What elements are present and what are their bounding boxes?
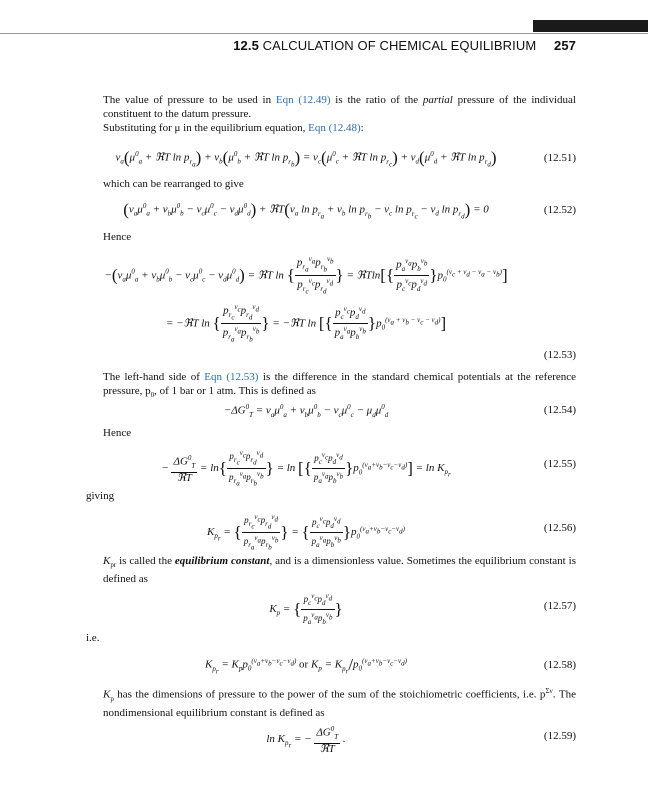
equation-body: = −ℜT ln { $\frac{p_{r_c}^{\nu_c}p_{r_d}^{\nu_d}}{p_{r_a}^{\nu_a}p_{r_b}^{\nu_b}}$ } = −ℜT ln [{ $\frac{p_c^{\nu_c}p_d^{\nu_d}}{p_a^{\nu_a}p_b^{\nu_b}}$ }$p_0^{(\nu_a + \nu_b - \nu_c - \nu_d)}$] — [166, 303, 447, 344]
label-ie: i.e. — [86, 632, 100, 644]
text: is the difference in the standard chemical potentials at the reference pressure, p — [103, 371, 577, 397]
equation-12-58 — [86, 650, 576, 676]
equation-12-54 — [86, 402, 576, 420]
header-rule — [0, 33, 648, 34]
text: Substituting for μ in the equilibrium equation, — [103, 122, 309, 134]
equation-12-57 — [86, 586, 576, 628]
text: is called the — [116, 555, 175, 567]
equation-body: $K_{p_r} = K_pp_0^{(\nu_a+\nu_b-\nu_c-\nu_d)}$ or $K_p = K_{p_r}/p_0^{(\nu_a+\nu_b-\nu_c-\nu_d)}$ — [205, 655, 407, 676]
equation-number: (12.59) — [543, 730, 576, 742]
equation-number: (12.58) — [543, 659, 576, 671]
equation-number: (12.52) — [543, 204, 576, 216]
text: . The nondimensional equilibrium constant is defined as — [103, 688, 576, 719]
page-number: 257 — [554, 38, 576, 53]
paragraph-left-hand-side — [103, 370, 576, 402]
text: : — [360, 122, 364, 134]
emphasis: partial — [422, 94, 453, 106]
text: is the ratio of the — [330, 94, 423, 106]
paragraph-dimensions — [103, 684, 576, 720]
eqn-link-12-48[interactable]: Eqn (12.48) — [308, 122, 361, 134]
equation-number: (12.53) — [543, 349, 576, 361]
paragraph-rearranged: which can be rearranged to give — [103, 178, 244, 190]
equation-12-52 — [86, 197, 576, 221]
paragraph-pressure-ratio — [103, 93, 576, 121]
word-or: or — [299, 658, 309, 671]
equation-number: (12.51) — [543, 152, 576, 164]
emphasis: equilibrium constant — [174, 555, 270, 567]
equation-12-59 — [86, 720, 576, 754]
equation-number: (12.55) — [543, 458, 576, 470]
text: pressure of the individual constituent to the datum pressure. — [103, 94, 576, 120]
equation-12-53-line1 — [86, 248, 576, 296]
equation-12-51 — [86, 145, 576, 169]
eqn-link-12-53[interactable]: Eqn (12.53) — [204, 371, 259, 383]
equation-body: $-\Delta G^0_T = \nu_a\mu^0_a + \nu_b\mu^0_b - \nu_c\mu^0_c - \mu_d\mu^0_d$ — [223, 403, 389, 419]
paragraph-equilibrium-constant — [103, 554, 576, 586]
equation-12-55 — [86, 442, 576, 486]
text: , and is a dimensionless value. Sometimes the equilibrium constant is defined as — [103, 555, 576, 586]
equation-body: $\nu_a(\mu^0_a$ + ℜT $\ln p_{r_a}) + \nu_b(\mu^0_b$ + ℜT $\ln p_{r_b}) = \nu_c(\mu^0_c$ + ℜT $\ln p_{r_c}) + \nu_d(\mu^0_d$ + ℜT $\ln p_{r_d}$) — [115, 148, 497, 169]
eqn-link-12-49[interactable]: Eqn (12.49) — [275, 94, 331, 106]
equation-body: $K_p$ = { $\frac{p_c^{\nu_c}p_d^{\nu_d}}{p_a^{\nu_a}p_b^{\nu_b}}$ } — [269, 592, 343, 626]
symbol: K — [103, 555, 111, 567]
equation-number: (12.56) — [543, 522, 576, 534]
symbol: K — [103, 688, 111, 701]
equation-body: $K_{p_r}$ = { $\frac{p_{r_c}^{\nu_c}p_{r_d}^{\nu_d}}{p_{r_a}^{\nu_a}p_{r_b}^{\nu_b}}$ } = { $\frac{p_c^{\nu_c}p_d^{\nu_d}}{p_a^{\nu_a}p_b^{\nu_b}}$ }$p_0^{(\nu_a+\nu_b-\nu_c-\nu_d)}$ — [207, 513, 405, 552]
text: The left-hand side of — [103, 371, 205, 383]
equation-body: $-(\nu_a\mu^0_a + \nu_b\mu^0_b - \nu_c\mu^0_c - \nu_d\mu^0_d)$ = ℜT ln { $\frac{p_{r_a}^{\nu_a}p_{r_b}^{\nu_b}}{p_{r_c}^{\nu_c}p_{r_d}^{\nu_d}}$ } = ℜTln[{ $\frac{p_a^{\nu_a}p_b^{\nu_b}}{p_c^{\nu_c}p_d^{\nu_d}}$ }$p_0^{(\nu_c + \nu_d - \nu_a - \nu_b)}$] — [104, 255, 508, 296]
section-title: CALCULATION OF CHEMICAL EQUILIBRIUM — [262, 38, 537, 53]
subscript: 0 — [150, 391, 155, 400]
equation-number: (12.54) — [543, 404, 576, 416]
equation-body: $(\nu_a\mu^0_a + \nu_b\mu^0_b - \nu_c\mu^0_c - \nu_d\mu^0_d)$ + $ℜT(\nu_a$ $\ln p_{r_a} + \nu_b$ $\ln p_{r_b} - \nu_c$ $\ln p_{r_c} - \nu_d$ $\ln p_{r_d}) = 0$ — [123, 200, 489, 221]
text: The value of pressure to be used in — [103, 94, 276, 106]
equation-body: − $\frac{\Delta G^0_T}{\text{ℜT}}$ = ln{ $\frac{p_{r_c}^{\nu_c}p_{r_d}^{\nu_d}}{p_{r_a}^{\nu_a}p_{r_b}^{\nu_b}}$ } = ln [{ $\frac{p_c^{\nu_c}p_d^{\nu_d}}{p_a^{\nu_a}p_b^{\nu_b}}$ }$p_0^{(\nu_a+\nu_b-\nu_c-\nu_d)}] = \ln K_{p_r}$ — [161, 449, 451, 488]
text: , of 1 bar or 1 atm. This is defined as — [154, 385, 316, 397]
equation-12-53-number-row — [86, 349, 576, 363]
top-decorative-bar — [533, 20, 648, 32]
superscript: Σν — [545, 687, 553, 695]
label-hence: Hence — [103, 231, 132, 243]
subscript: p — [110, 694, 114, 703]
text: has the dimensions of pressure to the power of the sum of the stoichiometric coefficients, i.e. p — [113, 688, 546, 701]
label-giving: giving — [86, 490, 115, 502]
running-head — [233, 38, 576, 53]
equation-body: $\ln K_{p_r}$ = − $\frac{\Delta G^0_T}{\text{ℜT}}$ . — [266, 725, 346, 755]
label-hence-2: Hence — [103, 427, 132, 439]
equation-12-53-line2 — [86, 296, 576, 342]
section-number: 12.5 — [233, 38, 259, 53]
paragraph-substituting — [103, 121, 576, 135]
equation-number: (12.57) — [543, 600, 576, 612]
equation-12-56 — [86, 506, 576, 550]
subscript: pr — [110, 561, 117, 570]
